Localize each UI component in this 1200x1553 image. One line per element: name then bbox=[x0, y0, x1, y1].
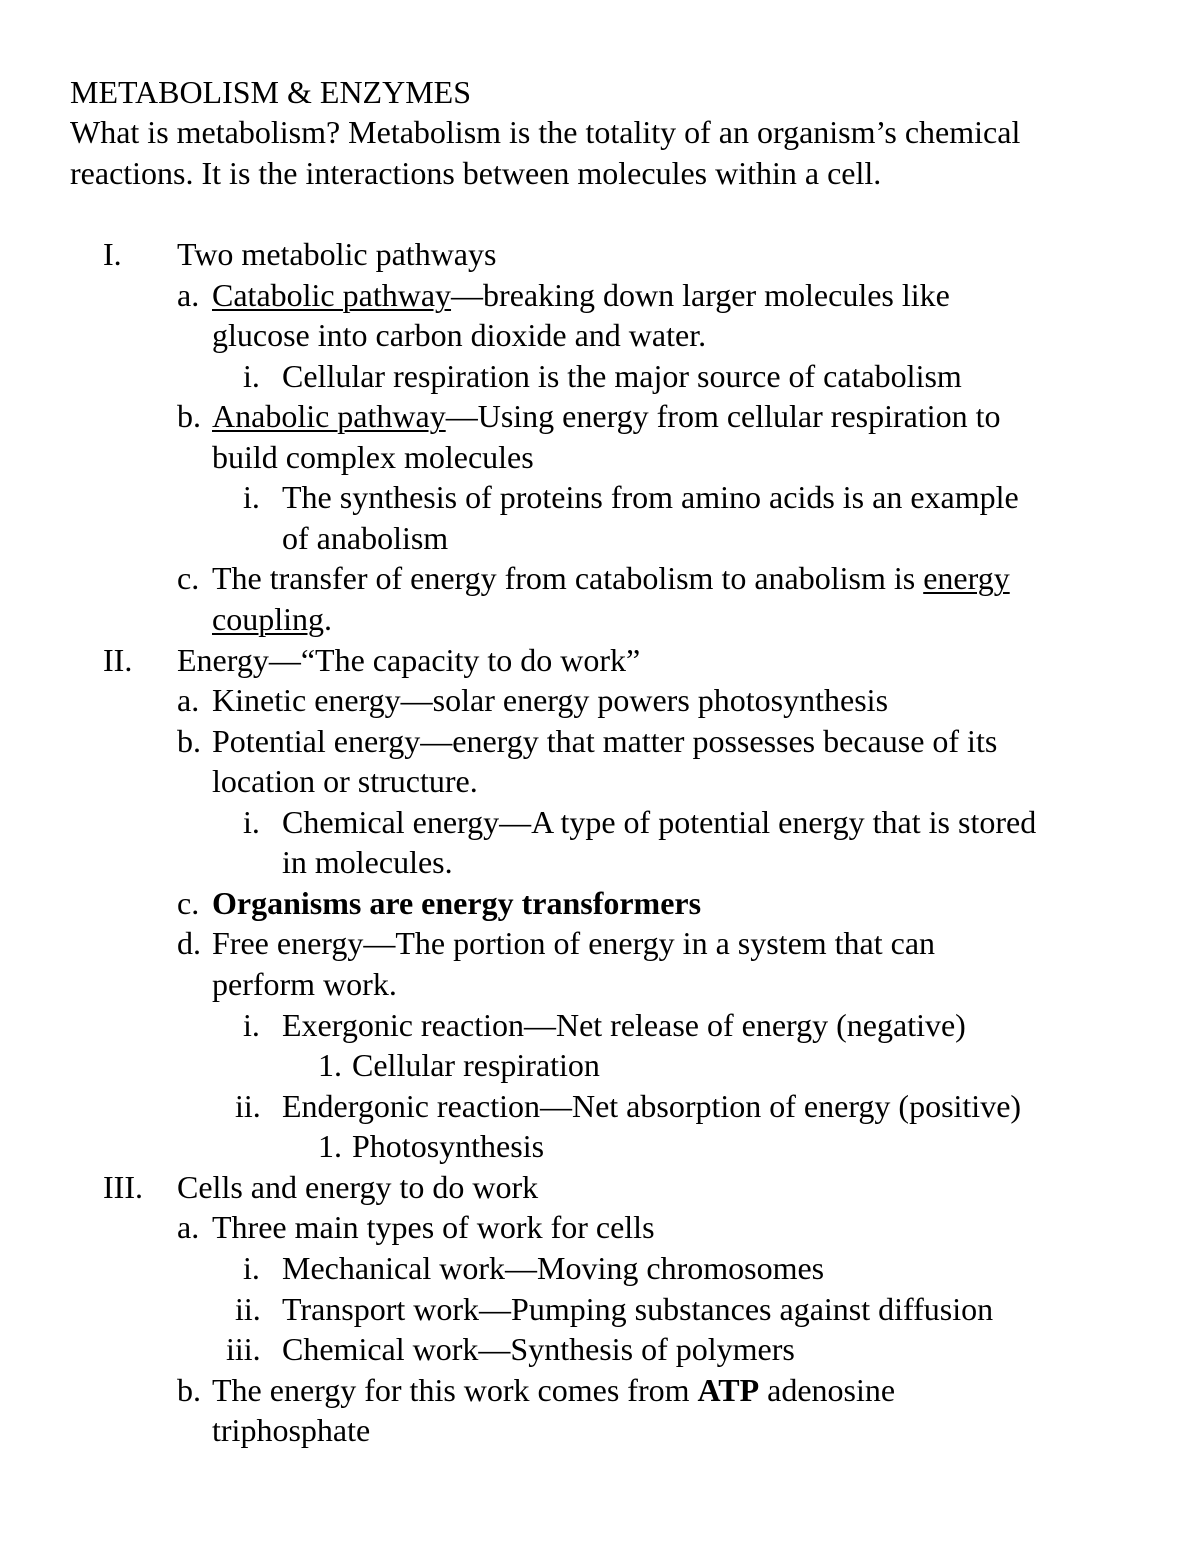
s1-b-text-1: —Using energy from cellular respiration to bbox=[445, 398, 1001, 434]
document-title: METABOLISM & ENZYMES bbox=[70, 74, 471, 110]
s2-d-line-2: perform work. bbox=[212, 966, 397, 1002]
s1-b-line-2: build complex molecules bbox=[212, 439, 534, 475]
s2-d-i-text: Exergonic reaction—Net release of energy (negative) bbox=[282, 1007, 966, 1043]
s2-d-ii-1-marker: 1. bbox=[318, 1128, 342, 1164]
anabolic-pathway-term: Anabolic pathway bbox=[212, 398, 446, 434]
s3-a-text: Three main types of work for cells bbox=[212, 1209, 655, 1245]
s1-b-i-line-1: The synthesis of proteins from amino acids is an example bbox=[282, 479, 1019, 515]
s3-a-iii-marker: iii. bbox=[226, 1331, 261, 1367]
intro-line-2: reactions. It is the interactions between molecules within a cell. bbox=[70, 155, 882, 191]
s2-c-text: Organisms are energy transformers bbox=[212, 885, 702, 921]
s3-a-ii-text: Transport work—Pumping substances against diffusion bbox=[282, 1291, 994, 1327]
s2-d-marker: d. bbox=[177, 925, 201, 961]
s3-a-marker: a. bbox=[177, 1209, 200, 1245]
section-3-numeral: III. bbox=[103, 1169, 143, 1205]
s2-a-marker: a. bbox=[177, 682, 200, 718]
s3-b-line-2: triphosphate bbox=[212, 1412, 371, 1448]
s1-a-text-1: —breaking down larger molecules like bbox=[451, 277, 950, 313]
section-2-numeral: II. bbox=[103, 642, 133, 678]
s1-c-end: . bbox=[323, 601, 332, 637]
s3-a-i-marker: i. bbox=[243, 1250, 260, 1286]
s1-b-i-line-2: of anabolism bbox=[282, 520, 449, 556]
s1-c-marker: c. bbox=[177, 560, 200, 596]
s2-d-i-1-marker: 1. bbox=[318, 1047, 342, 1083]
s1-a-line-2: glucose into carbon dioxide and water. bbox=[212, 317, 707, 353]
s2-d-ii-1-text: Photosynthesis bbox=[352, 1128, 545, 1164]
s1-b-i-marker: i. bbox=[243, 479, 260, 515]
s2-d-ii-marker: ii. bbox=[235, 1088, 261, 1124]
s2-b-i-line-1: Chemical energy—A type of potential energy that is stored bbox=[282, 804, 1037, 840]
s3-a-ii-marker: ii. bbox=[235, 1291, 261, 1327]
s2-c-marker: c. bbox=[177, 885, 200, 921]
s1-a-line-1 bbox=[212, 275, 950, 315]
catabolic-pathway-term: Catabolic pathway bbox=[212, 277, 452, 313]
s2-d-ii-text: Endergonic reaction—Net absorption of energy (positive) bbox=[282, 1088, 1022, 1124]
s1-c-line-1 bbox=[212, 558, 1010, 598]
s1-a-marker: a. bbox=[177, 277, 200, 313]
s2-b-marker: b. bbox=[177, 723, 201, 759]
s1-c-text-1: The transfer of energy from catabolism to anabolism is bbox=[212, 560, 924, 596]
s3-b-line-1 bbox=[212, 1370, 895, 1410]
s3-b-text-2: adenosine bbox=[759, 1372, 896, 1408]
intro-line-1: What is metabolism? Metabolism is the totality of an organism’s chemical bbox=[70, 114, 1021, 150]
section-1-heading: Two metabolic pathways bbox=[177, 236, 497, 272]
s1-a-i-marker: i. bbox=[243, 358, 260, 394]
s3-b-marker: b. bbox=[177, 1372, 201, 1408]
s1-b-line-1 bbox=[212, 396, 1001, 436]
s3-a-i-text: Mechanical work—Moving chromosomes bbox=[282, 1250, 825, 1286]
section-1-numeral: I. bbox=[103, 236, 122, 272]
s2-d-i-1-text: Cellular respiration bbox=[352, 1047, 600, 1083]
energy-coupling-term-1: energy bbox=[923, 560, 1010, 596]
section-2-heading: Energy—“The capacity to do work” bbox=[177, 642, 641, 678]
s1-b-marker: b. bbox=[177, 398, 201, 434]
s2-b-i-line-2: in molecules. bbox=[282, 844, 453, 880]
s1-a-i-text: Cellular respiration is the major source of catabolism bbox=[282, 358, 962, 394]
s2-d-i-marker: i. bbox=[243, 1007, 260, 1043]
s3-b-text-1: The energy for this work comes from bbox=[212, 1372, 698, 1408]
energy-coupling-term-2: coupling bbox=[212, 601, 324, 637]
s2-b-i-marker: i. bbox=[243, 804, 260, 840]
atp-term: ATP bbox=[697, 1372, 760, 1408]
s3-a-iii-text: Chemical work—Synthesis of polymers bbox=[282, 1331, 795, 1367]
s1-c-line-2 bbox=[212, 599, 332, 639]
s2-a-text: Kinetic energy—solar energy powers photosynthesis bbox=[212, 682, 889, 718]
s2-d-line-1: Free energy—The portion of energy in a system that can bbox=[212, 925, 936, 961]
s2-b-line-1: Potential energy—energy that matter possesses because of its bbox=[212, 723, 998, 759]
section-3-heading: Cells and energy to do work bbox=[177, 1169, 539, 1205]
s2-b-line-2: location or structure. bbox=[212, 763, 478, 799]
